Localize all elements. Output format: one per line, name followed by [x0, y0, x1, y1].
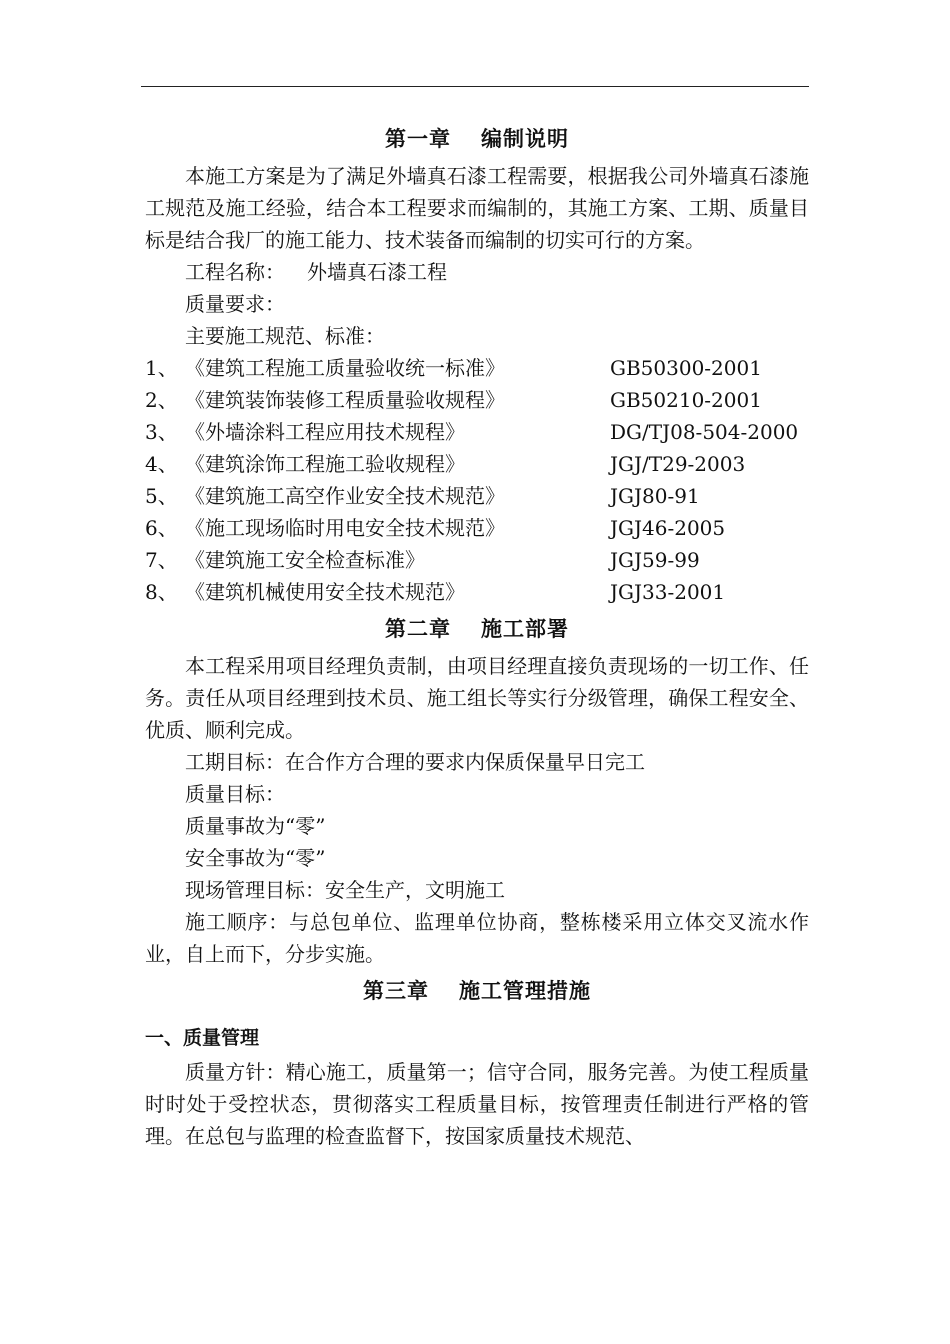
- standard-number: 4、: [145, 452, 178, 476]
- quality-requirement: 质量要求：: [185, 292, 285, 316]
- standard-title: 《建筑机械使用安全技术规范》: [185, 580, 465, 604]
- standard-number: 5、: [145, 484, 178, 508]
- standard-number: 1、: [145, 356, 178, 380]
- site-management-goal: 现场管理目标：安全生产，文明施工: [185, 878, 505, 902]
- list-item: [145, 480, 809, 512]
- standard-number: 7、: [145, 548, 178, 572]
- chapter-1-number: 第一章: [385, 127, 451, 151]
- chapter-2-number: 第二章: [385, 617, 451, 641]
- chapter-2-title: 施工部署: [481, 617, 569, 641]
- standard-title: 《建筑施工安全检查标准》: [185, 548, 425, 572]
- standard-title: 《建筑施工高空作业安全技术规范》: [185, 484, 505, 508]
- schedule-goal: 工期目标：在合作方合理的要求内保质保量早日完工: [185, 750, 645, 774]
- standard-code: JGJ/T29-2003: [610, 452, 746, 476]
- quality-policy-text: 质量方针：精心施工，质量第一；信守合同，服务完善。为使工程质量时时处于受控状态，贯彻落实工程质量目标，按管理责任制进行严格的管理。在总包与监理的检查监督下，按国家质量技术规范、: [145, 1060, 809, 1148]
- chapter-3-heading: [145, 970, 809, 1012]
- chapter-3-number: 第三章: [363, 979, 429, 1003]
- list-item: [145, 384, 809, 416]
- standard-code: DG/TJ08-504-2000: [610, 420, 799, 444]
- standard-title: 《建筑工程施工质量验收统一标准》: [185, 356, 505, 380]
- quality-accident-goal: 质量事故为“零”: [185, 814, 326, 838]
- chapter-1-title: 编制说明: [481, 127, 569, 151]
- standard-number: 2、: [145, 388, 178, 412]
- project-name-line: [145, 256, 809, 288]
- standards-heading: 主要施工规范、标准：: [185, 324, 385, 348]
- chapter-1-intro: 本施工方案是为了满足外墙真石漆工程需要，根据我公司外墙真石漆施工规范及施工经验，结合本工程要求而编制的，其施工方案、工期、质量目标是结合我厂的施工能力、技术装备而编制的切实可行的方案。: [145, 164, 809, 252]
- chapter-3-title: 施工管理措施: [459, 979, 591, 1003]
- document-body: [145, 118, 809, 1152]
- list-item: [145, 576, 809, 608]
- construction-sequence: 施工顺序：与总包单位、监理单位协商，整栋楼采用立体交叉流水作业，自上而下，分步实施。: [145, 910, 809, 966]
- standard-title: 《外墙涂料工程应用技术规程》: [185, 420, 465, 444]
- standard-number: 6、: [145, 516, 178, 540]
- standard-title: 《建筑装饰装修工程质量验收规程》: [185, 388, 505, 412]
- safety-accident-goal: 安全事故为“零”: [185, 846, 326, 870]
- standard-code: JGJ33-2001: [610, 580, 726, 604]
- standard-code: JGJ59-99: [610, 548, 700, 572]
- standard-code: GB50300-2001: [610, 356, 762, 380]
- standard-number: 8、: [145, 580, 178, 604]
- project-name-label: 工程名称：: [185, 260, 285, 284]
- list-item: [145, 416, 809, 448]
- list-item: [145, 448, 809, 480]
- list-item: [145, 544, 809, 576]
- standard-code: JGJ80-91: [610, 484, 700, 508]
- project-name-value: 外墙真石漆工程: [307, 260, 447, 284]
- list-item: [145, 512, 809, 544]
- standard-title: 《施工现场临时用电安全技术规范》: [185, 516, 505, 540]
- standard-number: 3、: [145, 420, 178, 444]
- chapter-2-heading: [145, 608, 809, 650]
- header-rule: [141, 86, 809, 87]
- section-quality-management: 一、质量管理: [145, 1027, 260, 1049]
- standard-code: JGJ46-2005: [610, 516, 726, 540]
- standard-title: 《建筑涂饰工程施工验收规程》: [185, 452, 465, 476]
- list-item: [145, 352, 809, 384]
- quality-goal: 质量目标：: [185, 782, 285, 806]
- standards-list: [145, 352, 809, 608]
- standard-code: GB50210-2001: [610, 388, 762, 412]
- chapter-2-intro: 本工程采用项目经理负责制，由项目经理直接负责现场的一切工作、任务。责任从项目经理到技术员、施工组长等实行分级管理，确保工程安全、优质、顺利完成。: [145, 654, 809, 742]
- chapter-1-heading: [145, 118, 809, 160]
